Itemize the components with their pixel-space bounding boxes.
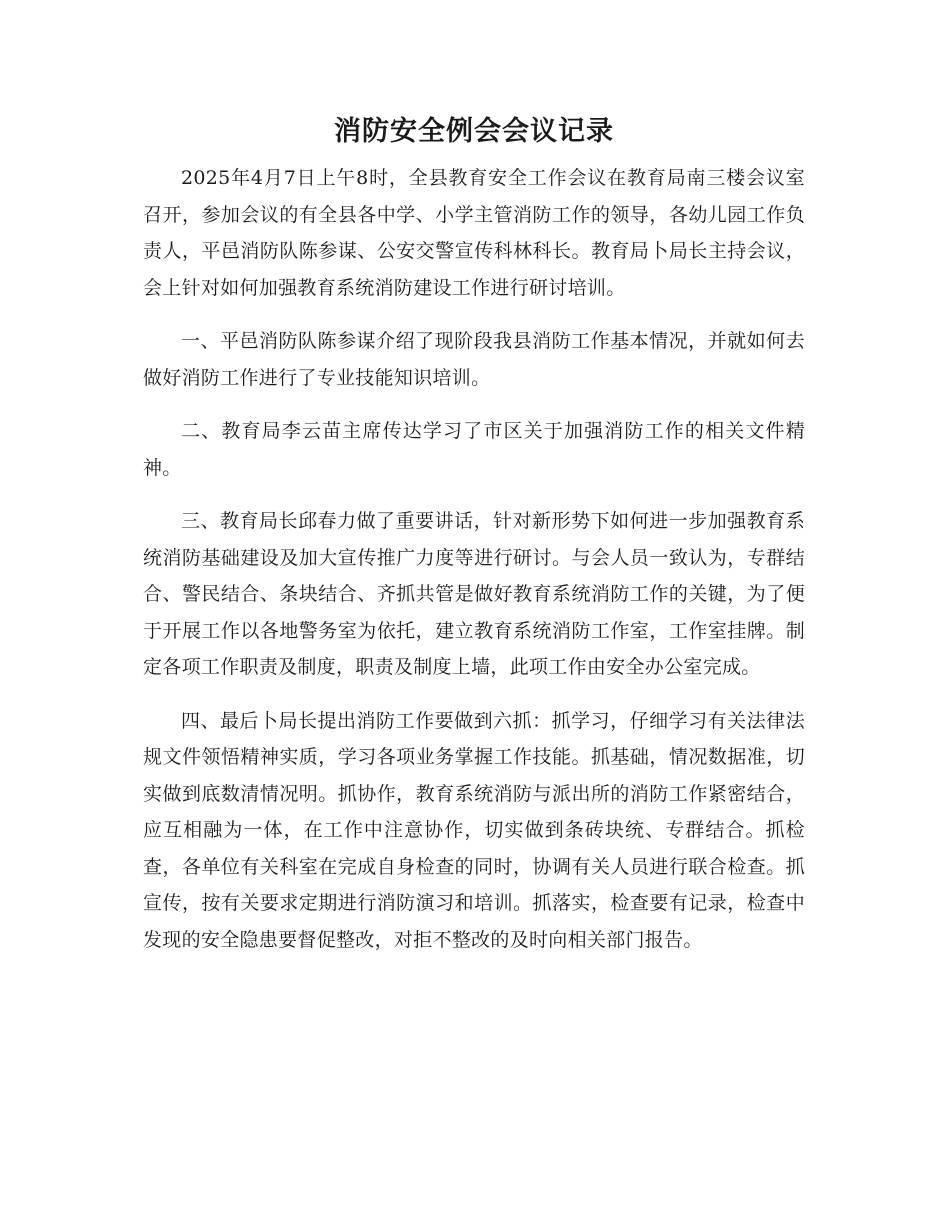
- document-title: 消防安全例会会议记录: [334, 116, 614, 147]
- paragraph-item-2: 二、教育局李云苗主席传达学习了市区关于加强消防工作的相关文件精神。: [143, 420, 805, 479]
- document-page: [143, 112, 805, 975]
- paragraph-item-1: 一、平邑消防队陈参谋介绍了现阶段我县消防工作基本情况，并就如何去做好消防工作进行了专业技能知识培训。: [143, 330, 805, 389]
- paragraph-intro: 2025年4月7日上午8时，全县教育安全工作会议在教育局南三楼会议室召开，参加会议的有全县各中学、小学主管消防工作的领导，各幼儿园工作负责人，平邑消防队陈参谋、公安交警宣传科林科长。教育局卜局长主持会议，会上针对如何加强教育系统消防建设工作进行研讨培训。: [143, 167, 805, 299]
- paragraph-item-3: 三、教育局长邱春力做了重要讲话，针对新形势下如何进一步加强教育系统消防基础建设及加大宣传推广力度等进行研讨。与会人员一致认为，专群结合、警民结合、条块结合、齐抓共管是做好教育系统消防工作的关键，为了便于开展工作以各地警务室为依托，建立教育系统消防工作室，工作室挂牌。制定各项工作职责及制度，职责及制度上墙，此项工作由安全办公室完成。: [143, 510, 805, 678]
- paragraph-item-4: 四、最后卜局长提出消防工作要做到六抓：抓学习，仔细学习有关法律法规文件领悟精神实质，学习各项业务掌握工作技能。抓基础，情况数据准，切实做到底数清情况明。抓协作，教育系统消防与派出所的消防工作紧密结合，应互相融为一体，在工作中注意协作，切实做到条砖块统、专群结合。抓检查，各单位有关科室在完成自身检查的同时，协调有关人员进行联合检查。抓宣传，按有关要求定期进行消防演习和培训。抓落实，检查要有记录，检查中发现的安全隐患要督促整改，对拒不整改的及时向相关部门报告。: [143, 709, 805, 951]
